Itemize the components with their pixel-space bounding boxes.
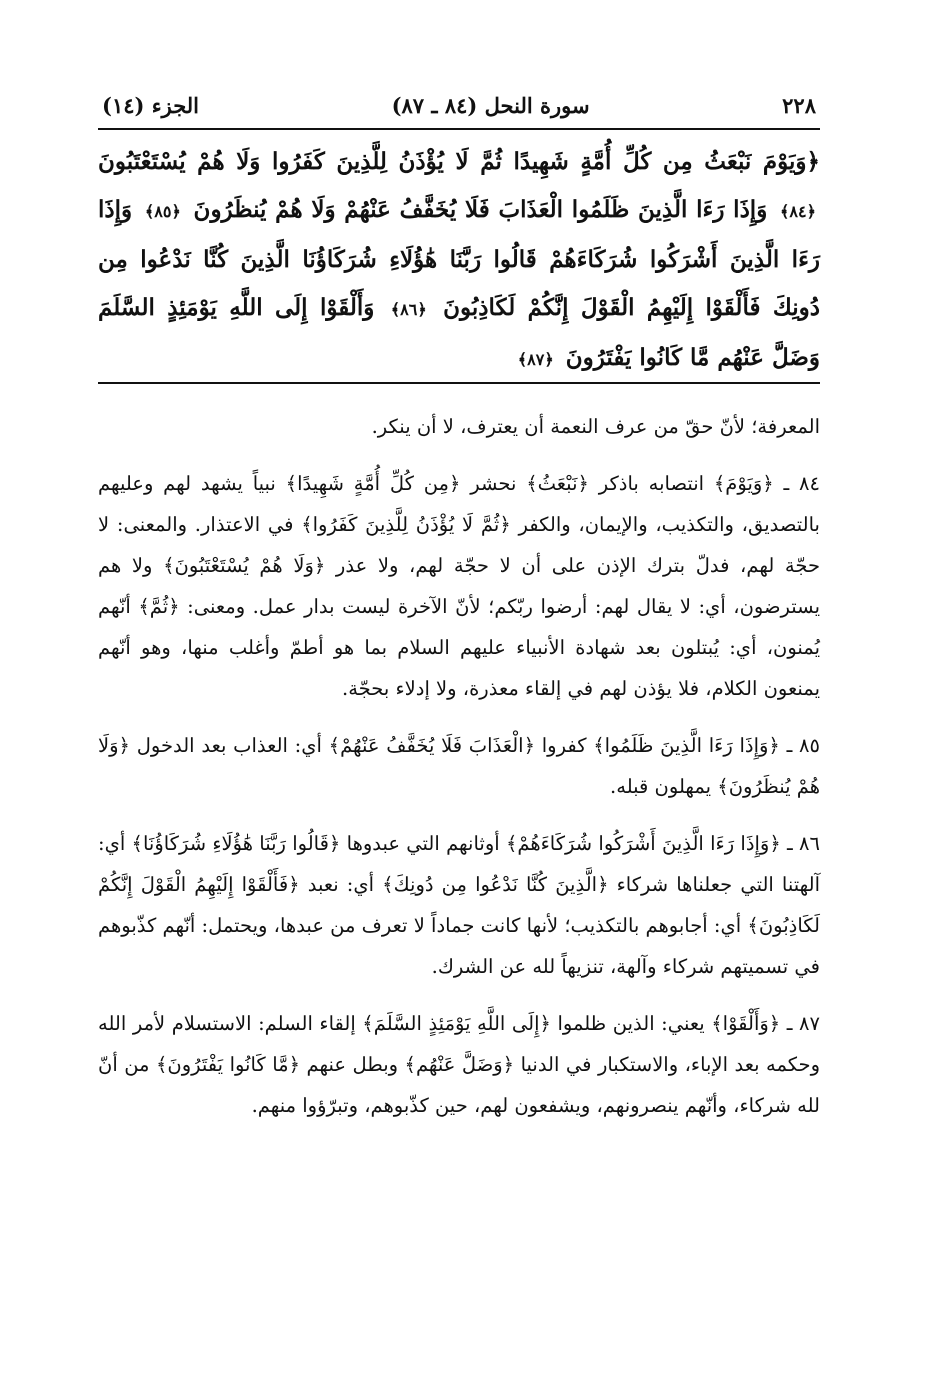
ayah-85-marker: ﴿٨٥﴾ xyxy=(144,202,181,221)
ayah-87-marker: ﴿٨٧﴾ xyxy=(517,350,554,369)
quran-text-block xyxy=(98,130,820,382)
commentary-87: ٨٧ ـ ﴿وَأَلْقَوْا﴾ يعني: الذين ظلموا ﴿إِلَى اللَّهِ يَوْمَئِذٍ السَّلَمَ﴾ إلقاء السلم: الاستسلام لأمر الله وحكمه بعد الإباء، والاستكبار في الدنيا ﴿وَضَلَّ عَنْهُم﴾ وبطل عنهم ﴿مَّا كَانُوا يَفْتَرُونَ﴾ من أنّ لله شركاء، وأنّهم ينصرونهم، ويشفعون لهم، حين كذّبوهم، وتبرّؤوا منهم. xyxy=(98,1012,820,1117)
commentary-84: ٨٤ ـ ﴿وَيَوْمَ﴾ انتصابه باذكر ﴿نَبْعَثُ﴾ نحشر ﴿مِن كُلِّ أُمَّةٍ شَهِيدًا﴾ نبياً يشهد لهم وعليهم بالتصديق، والتكذيب، والإيمان، والكفر ﴿ثُمَّ لَا يُؤْذَنُ لِلَّذِينَ كَفَرُوا﴾ في الاعتذار. والمعنى: لا حجّة لهم، فدلّ بترك الإذن على أن لا حجّة لهم، ولا عذر ﴿وَلَا هُمْ يُسْتَعْتَبُونَ﴾ ولا هم يسترضون، أي: لا يقال لهم: أرضوا ربّكم؛ لأنّ الآخرة ليست بدار عمل. ومعنى: ﴿ثُمَّ﴾ أنّهم يُمنون، أي: يُبتلون بعد شهادة الأنبياء عليهم السلام بما هو أطمّ وأغلب منها، وهو أنّهم يمنعون الكلام، فلا يؤذن لهم في إلقاء معذرة، ولا إدلاء بحجّة. xyxy=(98,472,820,700)
ayah-84-text: ﴿وَيَوْمَ نَبْعَثُ مِن كُلِّ أُمَّةٍ شَهِيدًا ثُمَّ لَا يُؤْذَنُ لِلَّذِينَ كَفَرُوا وَلَا هُمْ يُسْتَعْتَبُونَ xyxy=(98,148,821,175)
ayah-86-text: وَإِذَا رَءَا الَّذِينَ أَشْرَكُوا شُرَكَاءَهُمْ قَالُوا رَبَّنَا هَٰؤُلَاءِ شُرَكَاؤُنَا الَّذِينَ كُنَّا نَدْعُوا مِن دُونِكَ فَأَلْقَوْا إِلَيْهِمُ الْقَوْلَ إِنَّكُمْ لَكَاذِبُونَ xyxy=(98,196,820,321)
page-number: ٢٢٨ xyxy=(782,92,816,118)
commentary-86: ٨٦ ـ ﴿وَإِذَا رَءَا الَّذِينَ أَشْرَكُوا شُرَكَاءَهُمْ﴾ أوثانهم التي عبدوها ﴿قَالُوا رَبَّنَا هَٰؤُلَاءِ شُرَكَاؤُنَا﴾ أي: آلهتنا التي جعلناها شركاء ﴿الَّذِينَ كُنَّا نَدْعُوا مِن دُونِكَ﴾ أي: نعبد ﴿فَأَلْقَوْا إِلَيْهِمُ الْقَوْلَ إِنَّكُمْ لَكَاذِبُونَ﴾ أي: أجابوهم بالتكذيب؛ لأنها كانت جماداً لا تعرف من عبدها، ويحتمل: أنّهم كذّبوهم في تسميتهم شركاء وآلهة، تنزيهاً لله عن الشرك. xyxy=(98,832,820,978)
juz-label: الجزء (١٤) xyxy=(102,92,199,118)
commentary-intro: المعرفة؛ لأنّ حقّ من عرف النعمة أن يعترف، لا أن ينكر. xyxy=(371,415,820,438)
ayah-87-text: وَأَلْقَوْا إِلَى اللَّهِ يَوْمَئِذٍ السَّلَمَ وَضَلَّ عَنْهُم مَّا كَانُوا يَفْتَرُونَ xyxy=(98,294,820,371)
book-page xyxy=(98,84,820,1142)
surah-title: سورة النحل (٨٤ ـ ٨٧) xyxy=(391,92,590,118)
page-header xyxy=(98,84,820,126)
ayah-85-text: وَإِذَا رَءَا الَّذِينَ ظَلَمُوا الْعَذَابَ فَلَا يُخَفَّفُ عَنْهُمْ وَلَا هُمْ يُنظَرُونَ xyxy=(193,196,768,223)
commentary-85: ٨٥ ـ ﴿وَإِذَا رَءَا الَّذِينَ ظَلَمُوا﴾ كفروا ﴿الْعَذَابَ فَلَا يُخَفَّفُ عَنْهُمْ﴾ أي: العذاب بعد الدخول ﴿وَلَا هُمْ يُنظَرُونَ﴾ يمهلون قبله. xyxy=(98,734,820,798)
ayah-86-marker: ﴿٨٦﴾ xyxy=(390,300,427,319)
ayah-84-marker: ﴿٨٤﴾ xyxy=(780,202,816,221)
